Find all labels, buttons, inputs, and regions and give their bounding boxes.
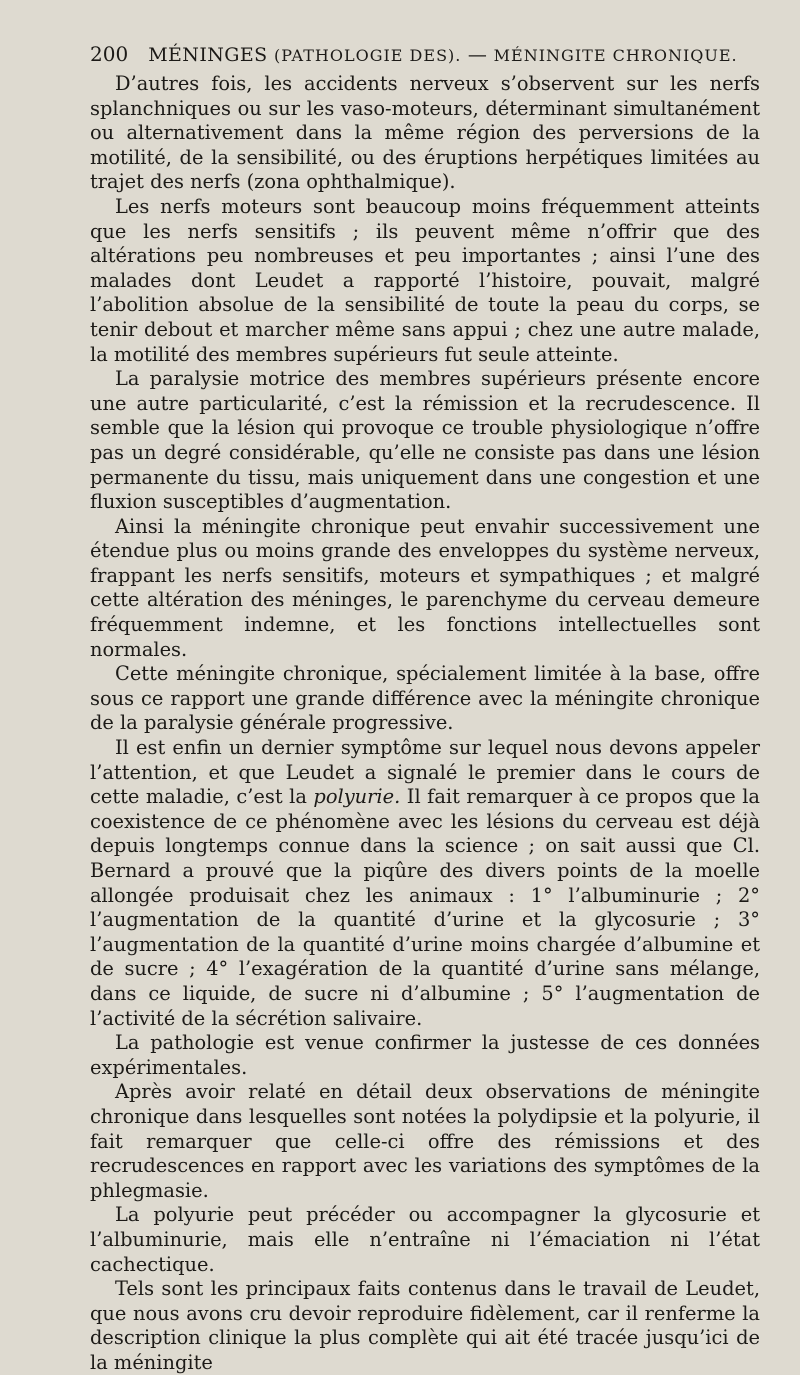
running-title-parenthetical: (PATHOLOGIE DES). [273,46,462,65]
paragraph-6-after: Il fait remarquer à ce propos que la coexistence de ce phénomène avec les lésions du cerveau est déjà depuis longtemps connue dans la science ; on sait aussi que Cl. Bernard a prouvé que la piqûre des divers points de la moelle allongée produisait chez les animaux : 1° l’albuminurie ; 2° l’augmentation de la quantité d’urine et la glycosurie ; 3° l’augmentation de la quantité d’urine moins chargée d’albumine et de sucre ; 4° l’exagération de la quantité d’urine sans mélange, dans ce liquide, de sucre ni d’albumine ; 5° l’augmentation de l’activité de la sécrétion salivaire. [90,785,760,1030]
paragraph-6 [90,736,760,1031]
paragraph-1: D’autres fois, les accidents nerveux s’observent sur les nerfs splanchniques ou sur les vaso-moteurs, déterminant simultanément ou alternativement dans la même région des perversions de la motilité, de la sensibilité, ou des éruptions herpétiques limitées au trajet des nerfs (zona ophthalmique). [90,72,760,194]
running-head [90,42,760,66]
paragraph-3: La paralysie motrice des membres supérieurs présente encore une autre particularité, c’est la rémission et la recrudescence. Il semble que la lésion qui provoque ce trouble physiologique n’offre pas un degré considérable, qu’elle ne consiste pas dans une lésion permanente du tissu, mais uniquement dans une congestion et une fluxion susceptibles d’augmentation. [90,367,760,514]
paragraph-10: Tels sont les principaux faits contenus dans le travail de Leudet, que nous avons cru devoir reproduire fidèlement, car il renferme la description clinique la plus complète qui ait été tracée jusqu’ici de la méningite [90,1277,760,1374]
paragraph-7: La pathologie est venue confirmer la justesse de ces données expérimentales. [90,1031,760,1079]
running-title [148,44,737,66]
paragraph-8: Après avoir relaté en détail deux observations de méningite chronique dans lesquelles sont notées la polydipsie et la polyurie, il fait remarquer que celle-ci offre des rémissions et des recrudescences en rapport avec les variations des symptômes de la phlegmasie. [90,1080,760,1202]
body-text [90,72,760,1375]
paragraph-6-before: Il est enfin un dernier symptôme sur lequel nous devons appeler l’attention, et que Leudet a signalé le premier dans le cours de cette maladie, c’est la [90,736,760,809]
running-title-main: MÉNINGES [148,44,268,66]
paragraph-5: Cette méningite chronique, spécialement limitée à la base, offre sous ce rapport une grande différence avec la méningite chronique de la paralysie générale progressive. [90,662,760,735]
running-title-dash: — [467,44,488,66]
paragraph-4: Ainsi la méningite chronique peut envahir successivement une étendue plus ou moins grande des enveloppes du système nerveux, frappant les nerfs sensitifs, moteurs et sympathiques ; et malgré cette altération des méninges, le parenchyme du cerveau demeure fréquemment indemne, et les fonctions intellectuelles sont normales. [90,514,760,661]
paragraph-2: Les nerfs moteurs sont beaucoup moins fréquemment atteints que les nerfs sensitifs ; ils peuvent même n’offrir que des altérations peu nombreuses et peu importantes ; ainsi l’une des malades dont Leudet a rapporté l’histoire, pouvait, malgré l’abolition absolue de la sensibilité de toute la peau du corps, se tenir debout et marcher même sans appui ; chez une autre malade, la motilité des membres supérieurs fut seule atteinte. [90,194,760,366]
running-title-section: MÉNINGITE CHRONIQUE. [493,46,738,65]
page-number: 200 [90,42,129,66]
paragraph-9: La polyurie peut précéder ou accompagner la glycosurie et l’albuminurie, mais elle n’entraîne ni l’émaciation ni l’état cachectique. [90,1203,760,1276]
paragraph-6-emphasis: polyurie. [313,785,401,809]
